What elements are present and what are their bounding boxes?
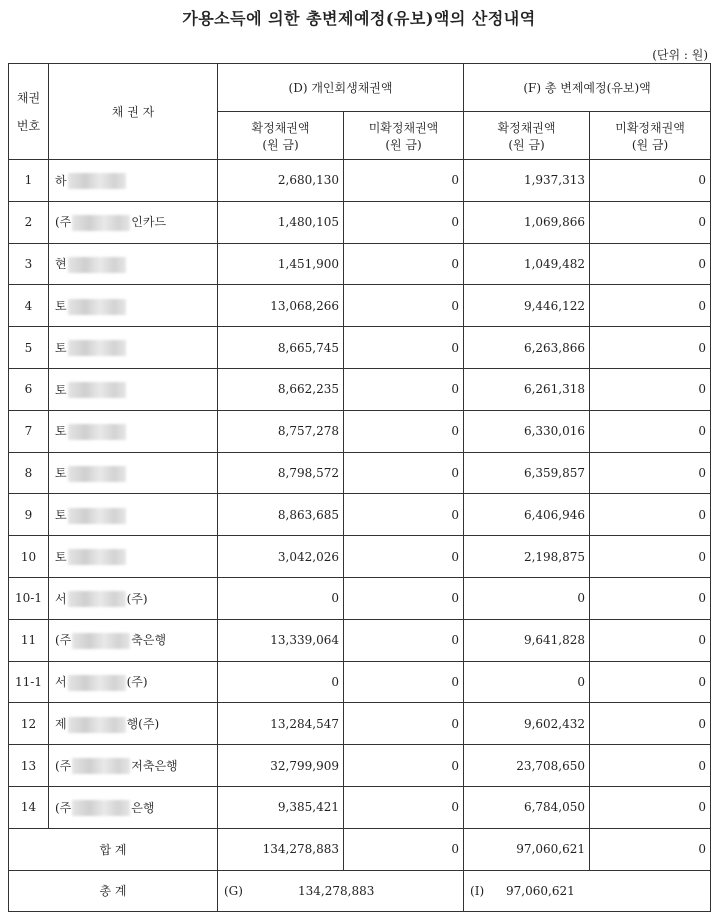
header-label: 미확정채권액 [615,120,685,135]
d-confirmed: 9,385,421 [218,786,344,828]
row-no: 7 [9,410,49,452]
f-unconfirmed: 0 [590,285,711,327]
d-unconfirmed: 0 [344,368,464,410]
table-row [9,577,711,619]
d-unconfirmed: 0 [344,536,464,578]
d-unconfirmed: 0 [344,786,464,828]
creditor-name [49,160,218,202]
header-creditor: 채 권 자 [49,64,218,160]
f-unconfirmed: 0 [590,786,711,828]
row-no: 13 [9,745,49,787]
d-unconfirmed: 0 [344,703,464,745]
name-prefix: 토 [55,299,67,314]
f-unconfirmed: 0 [590,619,711,661]
name-prefix: 제 [55,717,67,731]
d-unconfirmed: 0 [344,160,464,202]
row-no: 1 [9,160,49,202]
table-row [9,201,711,243]
f-confirmed: 1,049,482 [464,243,590,285]
header-no [9,64,49,160]
f-unconfirmed: 0 [590,494,711,536]
creditor-name [49,452,218,494]
name-prefix: 서 [55,675,67,690]
d-unconfirmed: 0 [344,201,464,243]
header-f-confirmed [464,112,590,160]
redacted-mask [68,424,126,440]
subtotal-d-confirmed: 134,278,883 [218,828,344,870]
name-suffix: 축은행 [131,633,167,648]
d-unconfirmed: 0 [344,243,464,285]
calculation-table [8,63,711,912]
name-suffix: 은행 [131,800,155,815]
table-row [9,160,711,202]
d-confirmed: 13,339,064 [218,619,344,661]
creditor-name [49,703,218,745]
total-i-value: 97,060,621 [506,883,575,898]
f-confirmed: 6,261,318 [464,368,590,410]
name-prefix: 토 [55,340,67,355]
name-prefix: (주 [55,215,72,230]
creditor-name [49,661,218,703]
d-confirmed: 0 [218,661,344,703]
redacted-mask [68,340,126,356]
creditor-name [49,410,218,452]
document-title: 가용소득에 의한 총변제예정(유보)액의 산정내역 [182,9,536,28]
d-unconfirmed: 0 [344,745,464,787]
redacted-mask [68,508,126,524]
redacted-mask [68,717,126,733]
redacted-mask [68,173,126,189]
creditor-name [49,619,218,661]
table-row [9,619,711,661]
total-g-value: 134,278,883 [298,883,375,898]
row-no: 12 [9,703,49,745]
f-confirmed: 0 [464,577,590,619]
d-confirmed: 1,451,900 [218,243,344,285]
d-unconfirmed: 0 [344,577,464,619]
row-no: 10 [9,536,49,578]
subtotal-label: 합 계 [9,828,218,870]
row-no: 11-1 [9,661,49,703]
unit-label: (단위 : 원) [652,48,708,62]
f-unconfirmed: 0 [590,243,711,285]
f-unconfirmed: 0 [590,160,711,202]
d-confirmed: 1,480,105 [218,201,344,243]
redacted-mask [72,758,130,774]
d-unconfirmed: 0 [344,494,464,536]
creditor-name [49,285,218,327]
d-unconfirmed: 0 [344,619,464,661]
total-label: 총 계 [9,870,218,912]
header-label: 확정채권액 [251,120,310,135]
redacted-mask [68,257,126,273]
d-confirmed: 0 [218,577,344,619]
header-f-unconfirmed [590,112,711,160]
f-confirmed: 9,602,432 [464,703,590,745]
redacted-mask [68,382,126,398]
table-row [9,745,711,787]
name-suffix: 인카드 [131,215,167,230]
header-no-line1: 채권 [16,90,41,105]
f-unconfirmed: 0 [590,368,711,410]
f-unconfirmed: 0 [590,745,711,787]
redacted-mask [68,549,126,565]
table-row [9,494,711,536]
subtotal-f-unconfirmed: 0 [590,828,711,870]
table-row [9,661,711,703]
total-i-label: (I) [470,883,485,898]
f-confirmed: 6,406,946 [464,494,590,536]
row-no: 2 [9,201,49,243]
d-unconfirmed: 0 [344,661,464,703]
creditor-name [49,536,218,578]
f-unconfirmed: 0 [590,201,711,243]
creditor-name [49,786,218,828]
d-confirmed: 3,042,026 [218,536,344,578]
name-suffix: 저축은행 [131,758,178,773]
redacted-mask [72,800,130,816]
f-confirmed: 2,198,875 [464,536,590,578]
creditor-name [49,745,218,787]
header-no-line2: 번호 [16,118,41,133]
f-confirmed: 9,446,122 [464,285,590,327]
table-row [9,243,711,285]
subtotal-f-confirmed: 97,060,621 [464,828,590,870]
name-suffix: (주) [126,675,148,690]
creditor-name [49,327,218,369]
d-confirmed: 8,665,745 [218,327,344,369]
d-confirmed: 13,068,266 [218,285,344,327]
row-no: 10-1 [9,577,49,619]
f-confirmed: 6,330,016 [464,410,590,452]
header-group-d: (D) 개인회생채권액 [218,64,464,112]
f-confirmed: 1,069,866 [464,201,590,243]
row-no: 3 [9,243,49,285]
d-confirmed: 8,863,685 [218,494,344,536]
row-no: 11 [9,619,49,661]
row-no: 4 [9,285,49,327]
name-prefix: (주 [55,800,72,815]
name-prefix: 토 [55,466,67,481]
header-group-f: (F) 총 변제예정(유보)액 [464,64,711,112]
f-unconfirmed: 0 [590,452,711,494]
subtotal-d-unconfirmed: 0 [344,828,464,870]
redacted-mask [68,591,126,607]
d-unconfirmed: 0 [344,452,464,494]
name-prefix: 현 [55,257,67,272]
name-prefix: (주 [55,758,72,773]
d-confirmed: 13,284,547 [218,703,344,745]
redacted-mask [72,215,130,231]
creditor-name [49,201,218,243]
redacted-mask [68,299,126,315]
f-confirmed: 6,263,866 [464,327,590,369]
redacted-mask [68,466,126,482]
table-row [9,368,711,410]
f-confirmed: 9,641,828 [464,619,590,661]
row-no: 9 [9,494,49,536]
table-row [9,327,711,369]
creditor-name [49,368,218,410]
row-no: 14 [9,786,49,828]
header-label: 미확정채권액 [368,120,439,135]
d-unconfirmed: 0 [344,327,464,369]
row-no: 8 [9,452,49,494]
f-unconfirmed: 0 [590,703,711,745]
f-confirmed: 1,937,313 [464,160,590,202]
redacted-mask [72,633,130,649]
header-d-confirmed [218,112,344,160]
f-unconfirmed: 0 [590,327,711,369]
name-prefix: 토 [55,424,67,439]
header-label: 확정채권액 [497,120,556,135]
f-confirmed: 6,784,050 [464,786,590,828]
table-row [9,452,711,494]
f-unconfirmed: 0 [590,577,711,619]
name-prefix: 토 [55,508,67,523]
name-prefix: (주 [55,633,72,648]
table-row [9,536,711,578]
table-row [9,786,711,828]
d-confirmed: 8,798,572 [218,452,344,494]
d-confirmed: 2,680,130 [218,160,344,202]
table-row [9,285,711,327]
header-principal: (원 금) [385,137,422,152]
d-confirmed: 8,662,235 [218,368,344,410]
table-row [9,703,711,745]
total-i [464,870,711,912]
f-unconfirmed: 0 [590,536,711,578]
creditor-name [49,494,218,536]
name-prefix: 토 [55,382,67,397]
name-suffix: (주) [126,591,148,606]
redacted-mask [68,675,126,691]
header-d-unconfirmed [344,112,464,160]
table-row [9,410,711,452]
f-confirmed: 6,359,857 [464,452,590,494]
d-unconfirmed: 0 [344,410,464,452]
f-confirmed: 23,708,650 [464,745,590,787]
header-principal: (원 금) [508,137,545,152]
f-unconfirmed: 0 [590,410,711,452]
total-g-label: (G) [224,883,243,898]
d-confirmed: 8,757,278 [218,410,344,452]
total-row [9,870,711,912]
row-no: 6 [9,368,49,410]
creditor-name [49,243,218,285]
header-principal: (원 금) [631,137,669,152]
total-g [218,870,464,912]
header-principal: (원 금) [262,137,299,152]
name-prefix: 하 [55,173,67,188]
name-prefix: 서 [55,591,67,606]
f-confirmed: 0 [464,661,590,703]
d-confirmed: 32,799,909 [218,745,344,787]
row-no: 5 [9,327,49,369]
creditor-name [49,577,218,619]
d-unconfirmed: 0 [344,285,464,327]
name-suffix: 행(주) [126,717,160,731]
f-unconfirmed: 0 [590,661,711,703]
name-prefix: 토 [55,549,67,564]
subtotal-row [9,828,711,870]
